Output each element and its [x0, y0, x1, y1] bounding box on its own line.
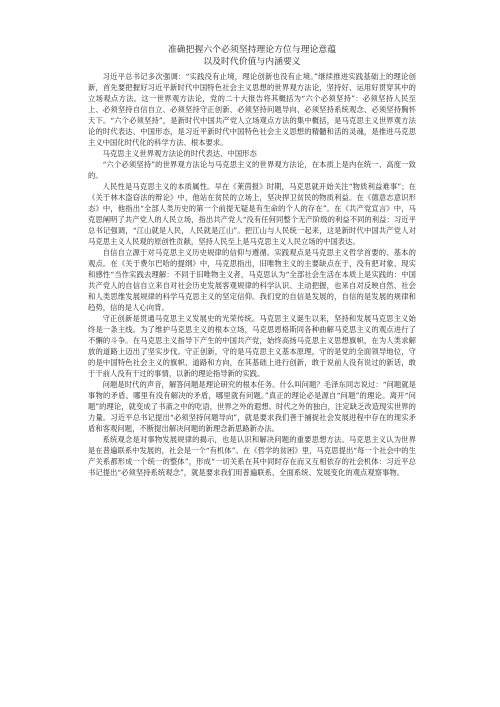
section-heading: 马克思主义世界观方法论的时代表达、中国形态 — [102, 149, 257, 158]
document-title: 准确把握六个必须坚持理论方位与理论意蕴 — [167, 45, 337, 55]
paragraph-system-concept: 系统观念是对事物发展规律的揭示，也是认识和解决问题的重要思想方法。马克思主义认为世界是在普遍联系中发展的，社会是一个“有机体”。在《哲学的贫困》里，马克思提出“每一个社会中的生产关系都形成一个统一的整体”，形成“一切关系在其中同时存在而又互相依存的社会机体：习近平总书记提出“必须坚持系统观念”，就是要求我们用普遍联系、全面系统、发展变化的观点观察事物。 — [88, 435, 416, 477]
paragraph-unity: “六个必须坚持”的世界观方法论与马克思主义的世界观方法论，在本质上是内在统一、高度一致的。 — [88, 160, 416, 180]
paragraph-innovation: 守正创新是贯通马克思主义发展史的光荣传统。马克思主义诞生以来，坚持和发展马克思主义始终是一条主线。为了维护马克思主义的根本立场，马克思恩格斯同各种曲解马克思主义的观点进行了不懈的斗争。在马克思主义指导下产生的中国共产党，始终高扬马克思主义思想旗帜，在为人类求解放的道路上迈出了坚实步伐。守正创新，守的是马克思主义基本原理，守的是党的全面领导地位，守的是中国特色社会主义的旗帜、道路和方向，在其基础上进行创新，敢于说前人没有说过的新话，敢于干前人没有干过的事情，以新的理论指导新的实践。 — [88, 314, 416, 378]
document-page — [88, 44, 416, 478]
paragraph-self-confidence: 自信自立源于对马克思主义历史规律的信仰与遵循。实践观点是马克思主义哲学首要的、基本的观点。在《关于费尔巴哈的提纲》中，马克思指出，旧唯物主义的主要缺点在于，没有把对象、现实和感性“当作实践去理解：不同于旧唯物主义者，马克思认为“全部社会生活在本质上是实践的：中国共产党人的自信自立来自对社会历史发展客观规律的科学认识、主动把握，也来自对反映自然、社会和人类思维发展规律的科学马克思主义的坚定信仰。我们党的自信是发展的，自信的是发展的规律和趋势，信的是人心向背。 — [88, 248, 416, 312]
document-subtitle: 以及时代价值与内涵要义 — [203, 57, 301, 67]
paragraph-people: 人民性是马克思主义的本质属性。早在《莱茵报》时期，马克思就开始关注“物质利益难事”；在《关于林木盗窃法的辩论》中，他站在贫民的立场上，坚决捍卫贫民的物质利益。在《德意志意识形态》中，他指出“全部人类历史的第一个前提无疑是有生命的个人的存在”。在《共产党宣言》中，马克思阐明了共产党人的人民立场，指出共产党人“没有任何同整个无产阶级的利益不同的利益：习近平总书记强调，“江山就是人民，人民就是江山”。把江山与人民统一起来，这是新时代中国共产党人对马克思主义人民观的原创性贡献，坚持人民至上是马克思主义人民立场的中国表达。 — [88, 182, 416, 246]
paragraph-problem-orientation: 问题是时代的声音，解答问题是理论研究的根本任务。什么叫问题？毛泽东同志说过：“问题就是事物的矛盾。哪里有没有解决的矛盾，哪里就有问题。”真正的理论必是源自“问题”的理论。离开“问题”的理论，就变成了书斋之中的吃语，世界之外的遐想。时代之外的独白，注定缺乏改造现实世界的力量。习近平总书记提出“必须坚持问题导向”，就是要求我们善于捕捉社会发展进程中存在的现实矛盾和客观问题，不断提出解决问题的新理念新思路新办法。 — [88, 380, 416, 433]
paragraph-intro: 习近平总书记多次强调：“实践没有止境，理论创新也没有止境。”继续推进实践基础上的理论创新，首先要把握好习近平新时代中国特色社会主义思想的世界观方法论，坚持好、运用好贯穿其中的立场观点方法。这一世界观方法论，党的二十大报告将其概括为“六个必须坚持”：必须坚持人民至上、必须坚持自信自立、必须坚持守正创新、必须坚持问题导向、必须坚持系统观念、必须坚持胸怀天下。“六个必须坚持”，是新时代中国共产党人立场观点方法的集中概括，是马克思主义世界观方法论的时代表达、中国形态，是习近平新时代中国特色社会主义思想的精髓和活的灵魂，是推进马克思主义中国化时代化的科学方法、根本要求。 — [88, 72, 416, 147]
